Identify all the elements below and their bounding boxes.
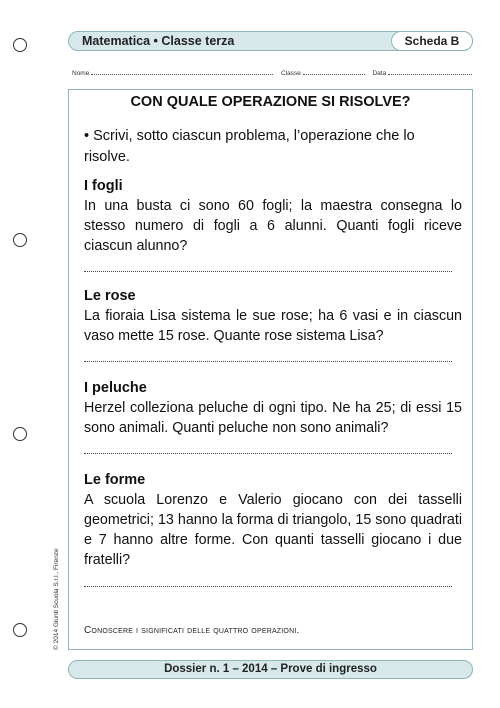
problem-heading: I peluche	[84, 380, 147, 396]
problem-peluche	[84, 378, 462, 438]
subject-title: Matematica • Classe terza	[82, 34, 235, 48]
copyright-text: © 2014 Giunti Scuola S.r.l., Firenze	[53, 548, 60, 650]
answer-line-2[interactable]	[84, 361, 452, 362]
answer-line-4[interactable]	[84, 586, 452, 587]
worksheet-tab: Scheda B	[391, 31, 473, 51]
footer-bar: Dossier n. 1 – 2014 – Prove di ingresso	[68, 660, 473, 679]
worksheet-box	[68, 89, 473, 650]
name-field[interactable]	[91, 68, 273, 75]
binder-hole-3	[13, 427, 27, 441]
instruction-text: • Scrivi, sotto ciascun problema, l’operazione che lo risolve.	[84, 128, 415, 165]
student-fields	[72, 68, 472, 80]
date-field[interactable]	[388, 68, 472, 75]
answer-line-1[interactable]	[84, 271, 452, 272]
answer-line-3[interactable]	[84, 453, 452, 454]
problem-heading: Le rose	[84, 288, 136, 304]
problem-text: A scuola Lorenzo e Valerio giocano con dei tasselli geometrici; 13 hanno la forma di triangolo, 15 sono quadrati e 7 hanno altre forme. Con quanti tasselli giocano i due fratelli?	[84, 492, 462, 568]
problem-rose	[84, 286, 462, 346]
date-label: Data	[372, 70, 387, 77]
learning-objective: Conoscere i significati delle quattro operazioni.	[84, 625, 300, 636]
worksheet-title: CON QUALE OPERAZIONE SI RISOLVE?	[130, 94, 411, 110]
problem-heading: I fogli	[84, 178, 123, 194]
class-label: Classe	[280, 70, 301, 77]
class-field[interactable]	[303, 68, 365, 75]
problem-fogli	[84, 176, 462, 256]
name-label: Nome	[72, 70, 90, 77]
problem-heading: Le forme	[84, 472, 146, 488]
binder-hole-2	[13, 233, 27, 247]
header-bar	[68, 31, 473, 51]
binder-hole-4	[13, 623, 27, 637]
problem-text: Herzel colleziona peluche di ogni tipo. Ne ha 25; di essi 15 sono animali. Quanti peluche non sono animali?	[84, 400, 462, 436]
problem-text: La fioraia Lisa sistema le sue rose; ha 6 vasi e in ciascun vaso mette 15 rose. Quante rose sistema Lisa?	[84, 308, 462, 344]
problem-forme	[84, 470, 462, 570]
problem-text: In una busta ci sono 60 fogli; la maestra consegna lo stesso numero di fogli a 6 alunni. Quanti fogli riceve ciascun alunno?	[84, 198, 462, 254]
binder-hole-1	[13, 38, 27, 52]
